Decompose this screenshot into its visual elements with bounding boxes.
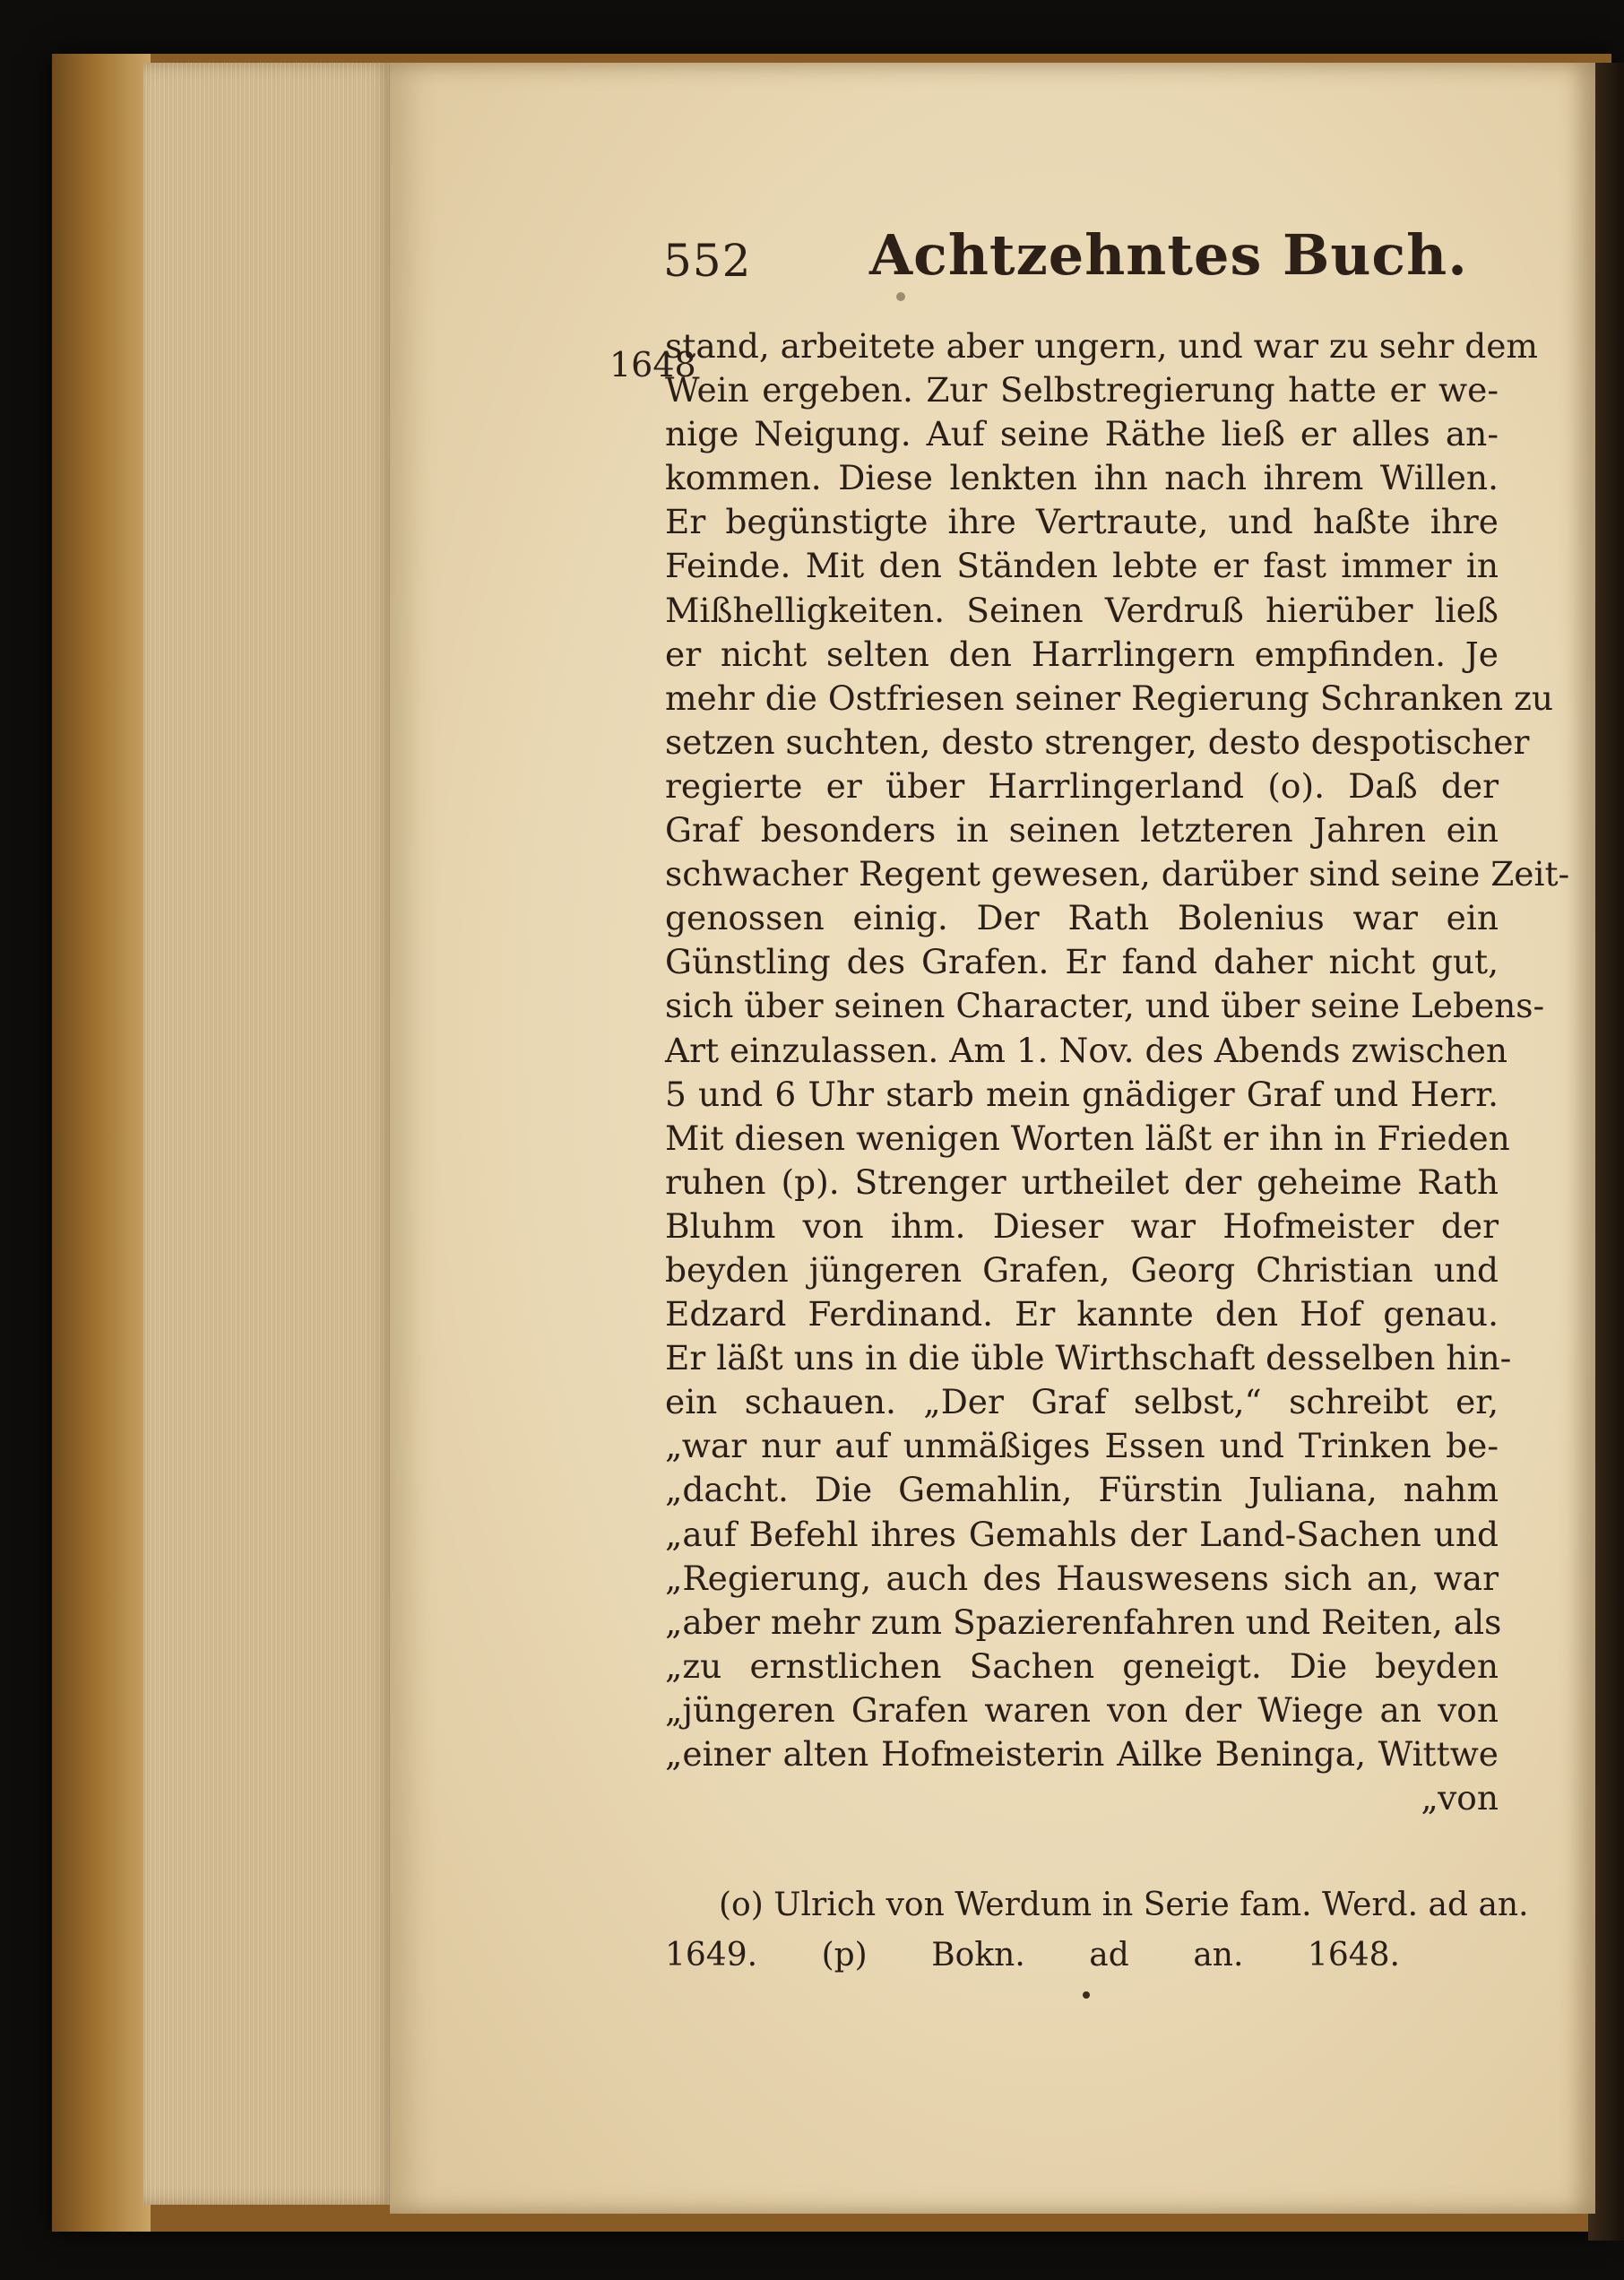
text-line: Mit diesen wenigen Worten läßt er ihn in Frieden [665,1118,1510,1158]
text-line: beyden jüngeren Grafen, Georg Christian und [665,1249,1499,1290]
text-line: Graf besonders in seinen letzteren Jahren ein [665,810,1499,851]
text-line: ein schauen. „Der Graf selbst,“ schreibt er, [665,1382,1499,1422]
body-text [665,324,1570,1820]
footnote-o: (o) Ulrich von Werdum in Serie fam. Werd. ad an. [719,1887,1529,1923]
text-line: nige Neigung. Auf seine Räthe ließ er alles an- [665,414,1499,454]
text-line: Mißhelligkeiten. Seinen Verdruß hierüber ließ [665,590,1499,630]
text-line: 5 und 6 Uhr starb mein gnädiger Graf und Herr. [665,1074,1499,1114]
text-line: „aber mehr zum Spazierenfahren und Reiten, als [665,1602,1502,1642]
text-line: „Regierung, auch des Hauswesens sich an, war [665,1558,1499,1598]
catchword: „von [1421,1778,1499,1818]
footnote-p: 1649. (p) Bokn. ad an. 1648. [665,1937,1400,1973]
text-line: „jüngeren Grafen waren von der Wiege an von [665,1689,1499,1730]
text-line: Wein ergeben. Zur Selbstregierung hatte er we- [665,370,1499,410]
text-line: „dacht. Die Gemahlin, Fürstin Juliana, nahm [665,1470,1499,1510]
text-line: Feinde. Mit den Ständen lebte er fast immer in [665,546,1499,586]
text-line: Art einzulassen. Am 1. Nov. des Abends zwischen [665,1030,1508,1070]
text-line: genossen einig. Der Rath Bolenius war ein [665,898,1499,938]
signature-mark [1083,1991,1090,1999]
text-line: Er begünstigte ihre Vertraute, und haßte ihre [665,502,1499,542]
footnotes [665,1880,1529,1981]
page-header [663,222,1470,294]
text-line: sich über seinen Character, und über seine Lebens- [665,986,1545,1026]
cover-edge [52,54,151,2232]
text-line: regierte er über Harrlingerland (o). Daß der [665,765,1499,806]
text-line: mehr die Ostfriesen seiner Regierung Schranken zu [665,678,1553,718]
text-line: stand, arbeitete aber ungern, und war zu sehr dem [665,326,1538,366]
text-line: „war nur auf unmäßiges Essen und Trinken be- [665,1426,1499,1466]
text-line: er nicht selten den Harrlingern empfinden. Je [665,634,1499,674]
text-line: Er läßt uns in die üble Wirthschaft desselben hin- [665,1338,1512,1378]
text-line: kommen. Diese lenkten ihn nach ihrem Willen. [665,458,1499,498]
text-line: Edzard Ferdinand. Er kannte den Hof genau. [665,1294,1499,1334]
page-number: 552 [663,235,752,287]
text-line: „zu ernstlichen Sachen geneigt. Die beyden [665,1645,1499,1686]
text-line: „auf Befehl ihres Gemahls der Land-Sachen und [665,1514,1499,1554]
printer-mark [896,292,905,301]
text-line: „einer alten Hofmeisterin Ailke Beninga, Wittwe [665,1734,1499,1774]
text-line: schwacher Regent gewesen, darüber sind seine Zeit- [665,854,1570,894]
text-line: Günstling des Grafen. Er fand daher nicht gut, [665,942,1499,982]
margin-year: 1648 [609,345,696,384]
running-head: Achtzehntes Buch. [869,222,1468,288]
text-line: setzen suchten, desto strenger, desto despotischer [665,721,1530,762]
page-edges [143,63,394,2205]
text-line: Bluhm von ihm. Dieser war Hofmeister der [665,1205,1499,1246]
text-line: ruhen (p). Strenger urtheilet der geheime Rath [665,1162,1499,1202]
